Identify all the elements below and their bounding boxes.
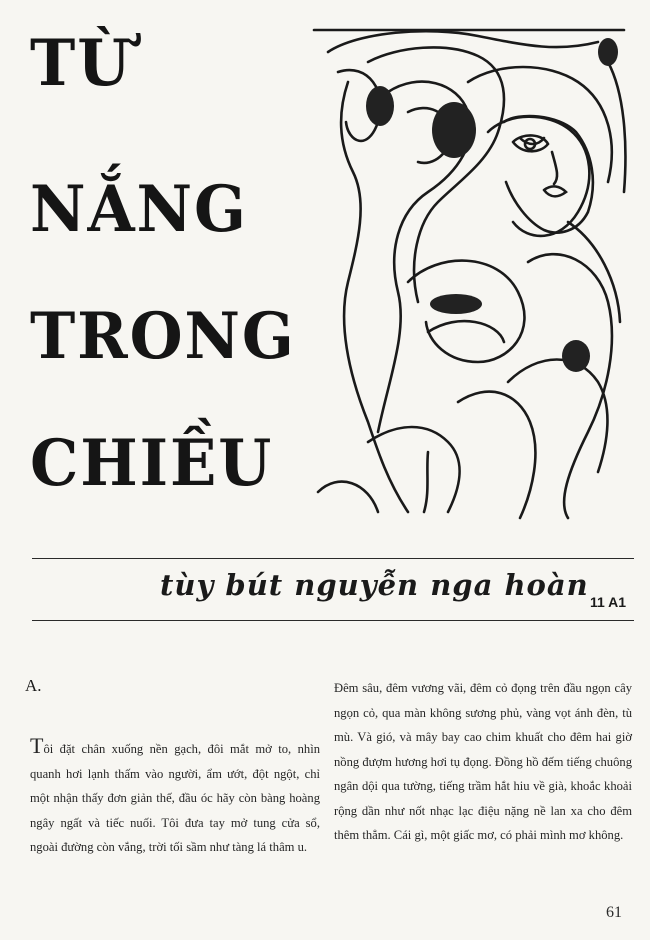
- page-number: 61: [606, 904, 622, 921]
- woman-line-illustration: [308, 22, 630, 520]
- body-column-right: Đêm sâu, đêm vương vãi, đêm cỏ đọng trên đầu ngọn cây ngọn cỏ, qua màn không sương phủ, vàng vọt ánh đèn, tù mù. Và gió, và mây bay cao chim khuất cho đêm hai giờ nồng đượm hương hơi tụ đọng. Đồng hồ đếm tiếng chuông ngân dội qua tường, tiếng trầm hắt hiu về già, khoắc khoải rộng dần như nốt nhạc lạc điệu nặng nề lan xa cho đêm thêm thẳm. Cái gì, một giấc mơ, có phải mình mơ không.: [334, 681, 632, 842]
- title-line-2: NẮNG: [30, 172, 248, 247]
- bottom-divider: [32, 620, 634, 621]
- body-column-left: [30, 734, 320, 860]
- title-line-3: TRONG: [30, 299, 296, 374]
- top-divider: [32, 558, 634, 559]
- title-line-1: TỪ: [30, 26, 133, 101]
- title-line-4: CHIỀU: [30, 426, 274, 501]
- class-tag: 11 A1: [590, 594, 627, 610]
- body-text-left: ôi đặt chân xuống nền gạch, đôi mắt mở to, nhìn quanh hơi lạnh thấm vào người, ẩm ướt, đột ngột, chỉ một nhận thấy đơn giản thế, đầu óc hãy còn bàng hoàng ngây ngất và tiếc nuối. Tôi đưa tay mở tung cửa sổ, ngoài đường còn vắng, trời tối sầm như tàng lá thâm u.: [30, 742, 320, 854]
- drop-cap: T: [30, 733, 44, 758]
- section-letter: A.: [25, 676, 42, 695]
- byline: tùy bút nguyễn nga hoàn: [160, 568, 589, 602]
